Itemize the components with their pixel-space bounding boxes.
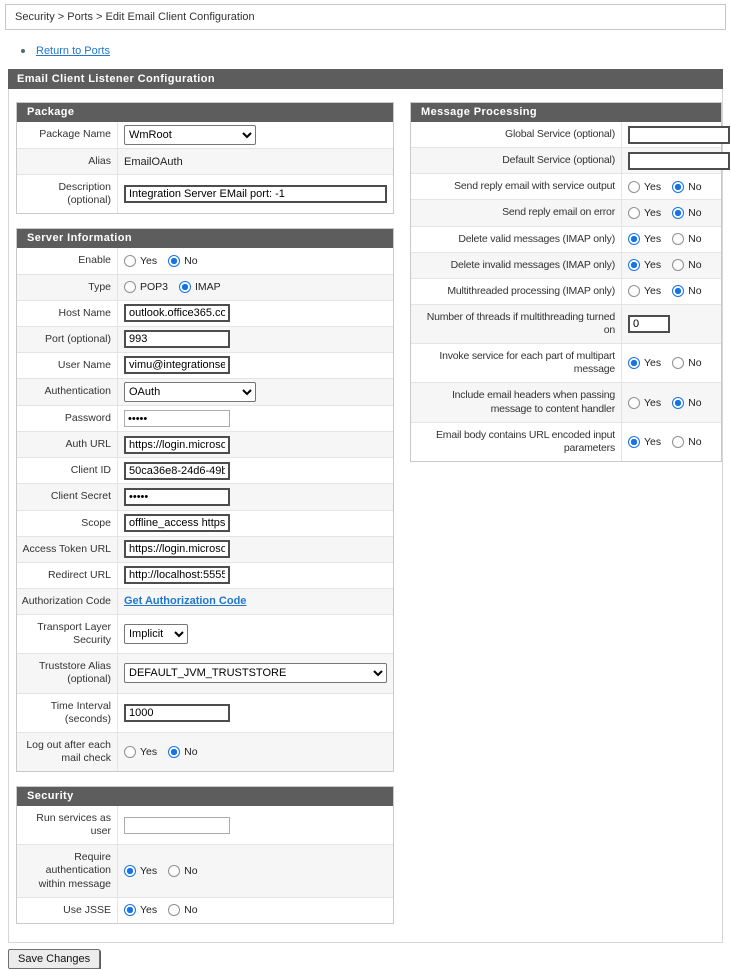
client-secret-label: Client Secret [50,490,111,503]
include-headers-radio-group [628,397,702,409]
default-service-row [411,147,721,173]
url-encoded-label: Email body contains URL encoded input parameters [436,428,615,454]
scope-row [17,510,393,536]
package-section [16,102,394,214]
enable-radio-group [124,255,198,267]
client-id-row [17,457,393,483]
time-interval-label: Time Interval (seconds) [50,699,111,725]
delete-invalid-no-radio[interactable]: No [672,259,701,271]
default-service-label: Default Service (optional) [502,154,615,167]
radio-icon [168,746,180,758]
auth-url-row [17,431,393,457]
radio-icon [628,397,640,409]
access-token-url-label: Access Token URL [22,542,111,555]
breadcrumb [5,4,726,30]
radio-icon [168,865,180,877]
run-as-user-row [17,806,393,844]
truststore-alias-select[interactable] [124,663,387,683]
url-encoded-yes-radio[interactable]: Yes [628,436,661,448]
global-service-row [411,122,721,147]
server-information-title: Server Information [17,229,393,248]
send-reply-error-no-radio[interactable]: No [672,207,701,219]
client-secret-row [17,483,393,509]
user-name-label: User Name [57,358,111,371]
url-encoded-row [411,422,721,461]
password-row [17,405,393,431]
delete-invalid-label: Delete invalid messages (IMAP only) [450,258,615,271]
require-auth-no-radio[interactable]: No [168,865,197,877]
global-service-label: Global Service (optional) [505,128,615,140]
radio-icon [672,285,684,297]
use-jsse-row [17,897,393,923]
page-title: Email Client Listener Configuration [8,69,723,89]
logout-no-radio[interactable]: No [168,746,197,758]
package-name-label: Package Name [39,128,111,140]
radio-icon [628,233,640,245]
num-threads-input[interactable] [628,315,670,333]
radio-icon [124,281,136,293]
enable-no-radio[interactable]: No [168,255,197,267]
use-jsse-yes-radio[interactable]: Yes [124,904,157,916]
radio-icon [179,281,191,293]
use-jsse-radio-group [124,904,198,916]
radio-icon [672,181,684,193]
security-section-title: Security [17,787,393,806]
right-column [410,102,722,476]
include-headers-no-radio[interactable]: No [672,397,701,409]
redirect-url-row [17,562,393,588]
include-headers-label: Include email headers when passing message to content handler [451,389,615,415]
type-label: Type [88,280,111,293]
port-label: Port (optional) [45,332,111,345]
include-headers-yes-radio[interactable]: Yes [628,397,661,409]
require-auth-label: Require authentication within message [38,851,111,890]
invoke-multipart-label: Invoke service for each part of multipart message [439,350,615,376]
require-auth-row [17,844,393,896]
invoke-multipart-yes-radio[interactable]: Yes [628,357,661,369]
enable-label: Enable [78,254,111,267]
num-threads-label: Number of threads if multithreading turned on [426,310,615,336]
delete-invalid-row [411,252,721,278]
logout-yes-radio[interactable]: Yes [124,746,157,758]
use-jsse-label: Use JSSE [63,903,111,916]
return-to-ports-link[interactable]: Return to Ports [36,45,110,57]
content-area [8,89,723,943]
send-reply-error-yes-radio[interactable]: Yes [628,207,661,219]
package-name-row [17,122,393,148]
truststore-alias-row [17,653,393,692]
return-to-ports-row [21,45,731,57]
send-reply-error-radio-group [628,207,702,219]
auth-url-label: Auth URL [65,438,111,451]
radio-icon [628,259,640,271]
send-reply-output-yes-radio[interactable]: Yes [628,181,661,193]
radio-icon [628,436,640,448]
redirect-url-input[interactable] [124,566,230,584]
invoke-multipart-row [411,343,721,382]
multithreaded-no-radio[interactable]: No [672,285,701,297]
delete-valid-no-radio[interactable]: No [672,233,701,245]
bullet-icon [21,49,25,53]
radio-icon [672,259,684,271]
save-changes-button[interactable]: Save Changes [8,949,100,969]
url-encoded-radio-group [628,436,702,448]
url-encoded-no-radio[interactable]: No [672,436,701,448]
authentication-row [17,378,393,405]
delete-valid-label: Delete valid messages (IMAP only) [458,232,615,245]
authentication-label: Authentication [44,385,111,397]
logout-radio-group [124,746,198,758]
run-as-user-label: Run services as user [36,812,111,838]
server-information-section [16,228,394,772]
user-name-row [17,352,393,378]
send-reply-output-label: Send reply email with service output [454,180,615,193]
transport-layer-security-select[interactable] [124,624,188,644]
require-auth-radio-group [124,865,198,877]
time-interval-row [17,693,393,732]
radio-icon [124,746,136,758]
package-section-title: Package [17,103,393,122]
password-label: Password [64,412,111,424]
authorization-code-row [17,588,393,614]
type-row [17,274,393,300]
send-reply-output-row [411,173,721,199]
send-reply-error-label: Send reply email on error [502,206,615,219]
radio-icon [672,357,684,369]
enable-yes-radio[interactable]: Yes [124,255,157,267]
redirect-url-label: Redirect URL [47,568,111,581]
radio-icon [672,233,684,245]
send-reply-output-radio-group [628,181,702,193]
radio-icon [672,436,684,448]
radio-icon [124,865,136,877]
multithreaded-yes-radio[interactable]: Yes [628,285,661,297]
host-name-input[interactable] [124,304,230,322]
send-reply-output-no-radio[interactable]: No [672,181,701,193]
invoke-multipart-no-radio[interactable]: No [672,357,701,369]
host-name-label: Host Name [58,306,111,319]
access-token-url-input[interactable] [124,540,230,558]
user-name-input[interactable] [124,356,230,374]
scope-label: Scope [81,516,111,529]
radio-icon [628,181,640,193]
delete-valid-radio-group [628,233,702,245]
global-service-input[interactable] [628,126,730,144]
port-row [17,326,393,352]
type-radio-group [124,281,221,293]
enable-row [17,248,393,273]
transport-layer-security-row [17,614,393,653]
default-service-input[interactable] [628,152,730,170]
alias-value: EmailOAuth [124,155,183,168]
password-input[interactable] [124,410,230,427]
client-id-input[interactable] [124,462,230,480]
auth-url-input[interactable] [124,436,230,454]
radio-icon [124,904,136,916]
alias-row [17,148,393,174]
radio-icon [628,285,640,297]
require-auth-yes-radio[interactable]: Yes [124,865,157,877]
multithreaded-row [411,278,721,304]
description-row [17,174,393,213]
type-pop3-radio[interactable]: POP3 [124,281,168,293]
delete-invalid-radio-group [628,259,702,271]
message-processing-title: Message Processing [411,103,721,122]
description-label: Description (optional) [58,181,111,207]
delete-valid-row [411,226,721,252]
alias-label: Alias [88,155,111,167]
message-processing-section [410,102,722,462]
description-input[interactable] [124,185,387,203]
multithreaded-label: Multithreaded processing (IMAP only) [447,284,615,297]
delete-valid-yes-radio[interactable]: Yes [628,233,661,245]
port-input[interactable] [124,330,230,348]
delete-invalid-yes-radio[interactable]: Yes [628,259,661,271]
logout-row [17,732,393,771]
client-id-label: Client ID [70,464,111,477]
scope-input[interactable] [124,514,230,532]
type-imap-radio[interactable]: IMAP [179,281,221,293]
authentication-select[interactable] [124,382,256,402]
include-headers-row [411,382,721,421]
logout-label: Log out after each mail check [26,738,111,764]
run-as-user-input[interactable] [124,817,230,834]
radio-icon [672,207,684,219]
multithreaded-radio-group [628,285,702,297]
radio-icon [672,397,684,409]
host-name-row [17,300,393,326]
radio-icon [168,255,180,267]
security-section [16,786,394,924]
authorization-code-label: Authorization Code [21,594,111,607]
breadcrumb-text: Security > Ports > Edit Email Client Configuration [15,11,255,23]
send-reply-error-row [411,199,721,225]
get-authorization-code-link[interactable]: Get Authorization Code [124,595,247,608]
num-threads-row [411,304,721,343]
package-name-select[interactable] [124,125,256,145]
left-column [16,102,394,938]
use-jsse-no-radio[interactable]: No [168,904,197,916]
radio-icon [124,255,136,267]
client-secret-input[interactable] [124,488,230,506]
radio-icon [628,357,640,369]
radio-icon [628,207,640,219]
transport-layer-security-label: Transport Layer Security [37,621,111,647]
invoke-multipart-radio-group [628,357,702,369]
time-interval-input[interactable] [124,704,230,722]
access-token-url-row [17,536,393,562]
truststore-alias-label: Truststore Alias (optional) [39,660,111,686]
radio-icon [168,904,180,916]
